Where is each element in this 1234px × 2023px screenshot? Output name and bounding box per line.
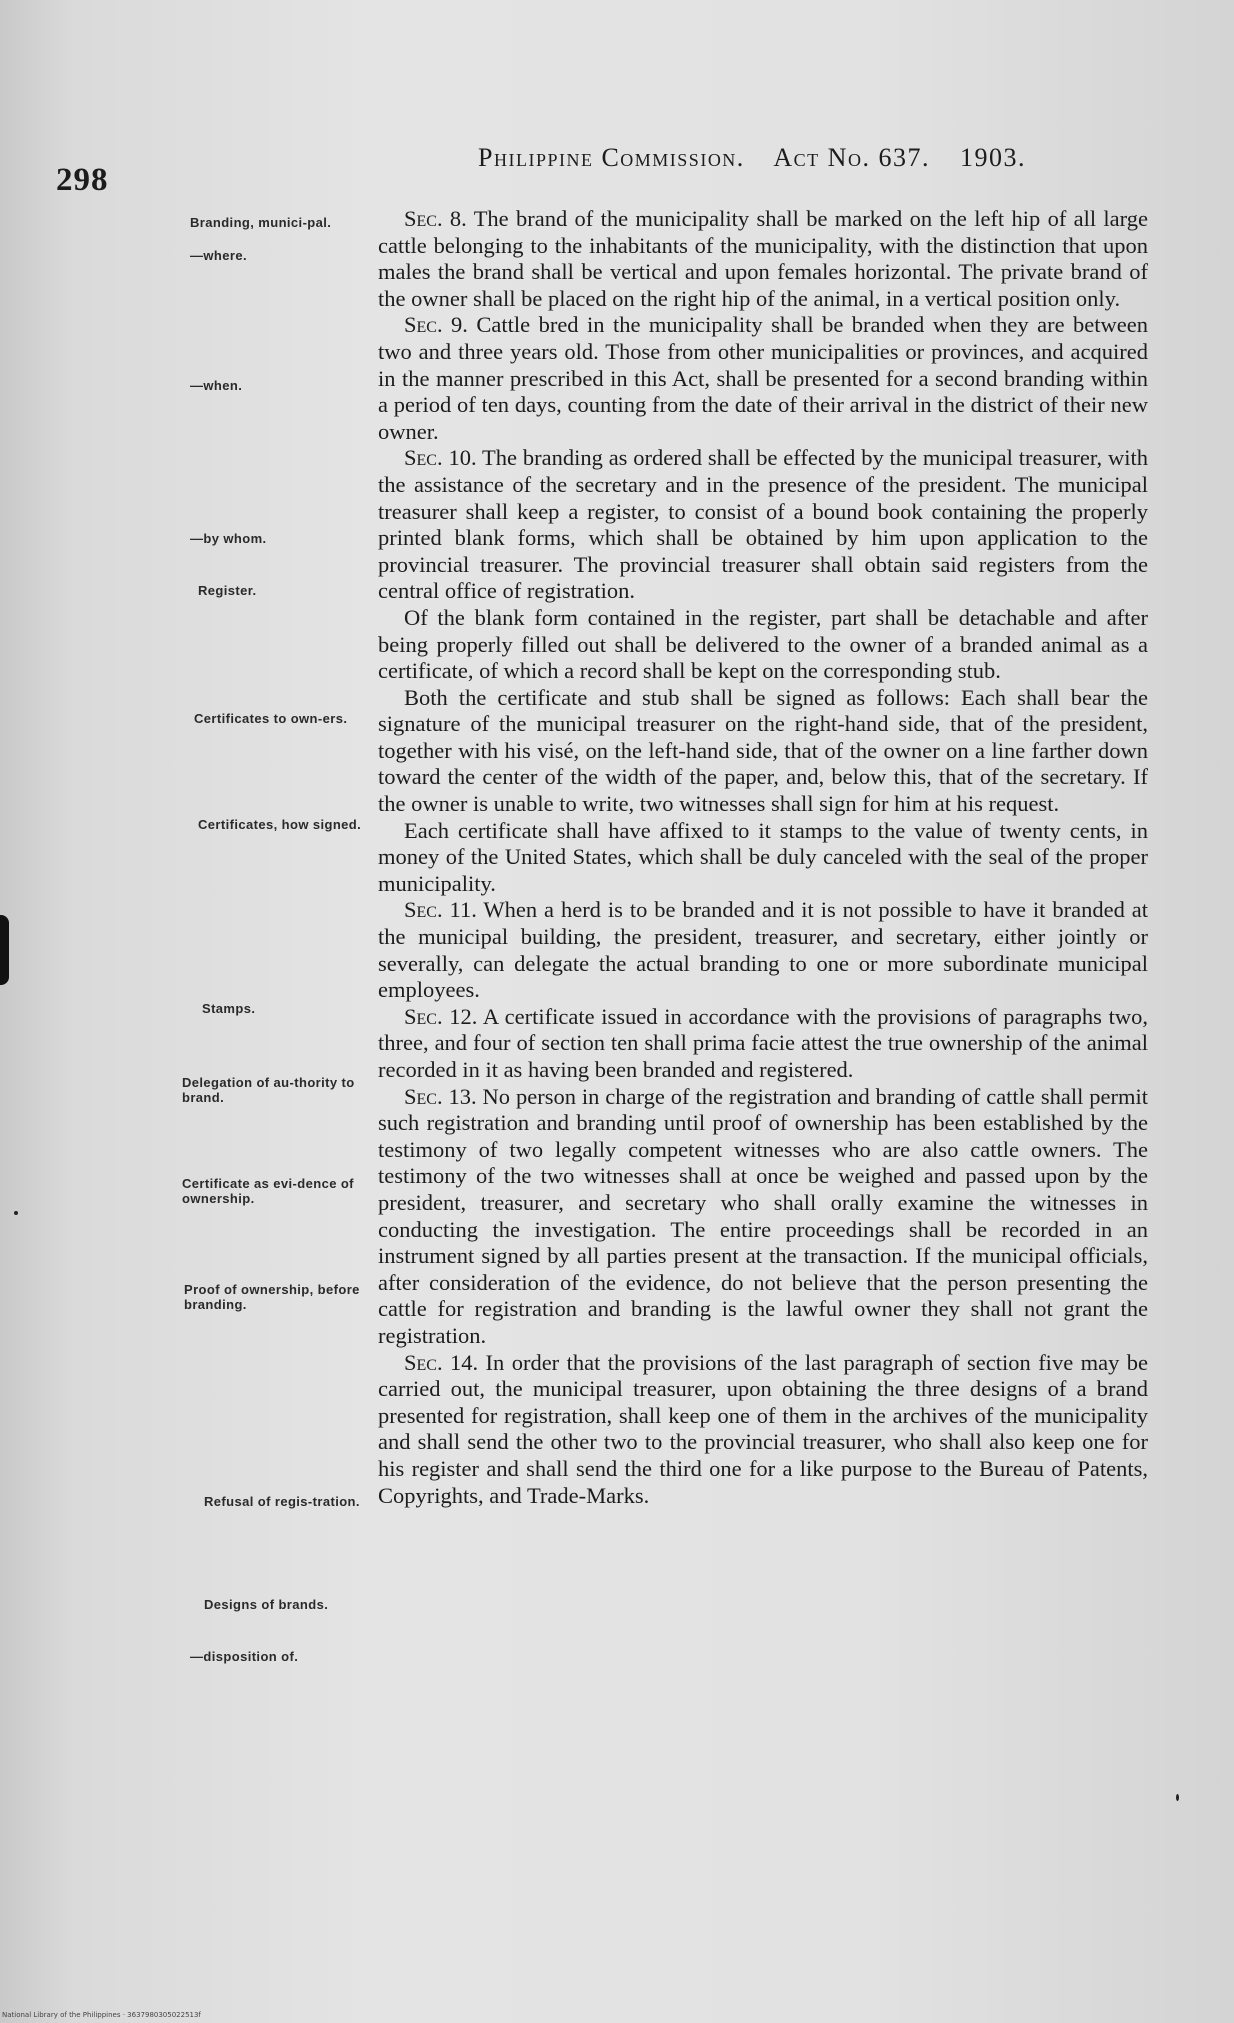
margin-note: Certificate as evi-dence of ownership. bbox=[182, 1176, 354, 1206]
margin-note: —when. bbox=[190, 378, 243, 393]
paragraph-sec-11 bbox=[378, 897, 1148, 1003]
margin-note: —disposition of. bbox=[190, 1649, 299, 1664]
margin-notes bbox=[172, 0, 382, 1800]
margin-note: Certificates to own-ers. bbox=[194, 711, 348, 726]
margin-note: Stamps. bbox=[202, 1001, 256, 1016]
margin-note: —where. bbox=[190, 248, 247, 263]
margin-note: Designs of brands. bbox=[204, 1597, 329, 1612]
page-number: 298 bbox=[56, 162, 109, 198]
paragraph-text: Both the certificate and stub shall be signed as follows: Each shall bear the signature of the municipal treasurer on the right-hand side, that of the president, together with his visé, on the left-hand side, that of the owner on a line farther down toward the center of the width of the paper, and, below this, that of the secretary. If the owner is unable to write, two witnesses shall sign for him at his request. bbox=[378, 684, 1148, 817]
section-label: Sec. 14. bbox=[404, 1349, 479, 1375]
paragraph-text: In order that the provisions of the last paragraph of section five may be carried out, the municipal treasurer, upon obtaining the three designs of a brand presented for registration, shall keep one of them in the archives of the municipality and shall send the other two to the provincial treasurer, who shall also keep one for his register and shall send the third one for a like purpose to the Bureau of Patents, Copyrights, and Trade-Marks. bbox=[378, 1349, 1148, 1508]
paragraph-sec-8 bbox=[378, 206, 1148, 312]
margin-note: —by whom. bbox=[190, 531, 267, 546]
paragraph-sec-9 bbox=[378, 312, 1148, 445]
section-label: Sec. 10. bbox=[404, 445, 477, 471]
paragraph-certificates-to-owners bbox=[378, 605, 1148, 685]
margin-note: Proof of ownership, before branding. bbox=[184, 1282, 360, 1312]
margin-note: Branding, munici-pal. bbox=[190, 215, 332, 230]
section-label: Sec. 8. bbox=[404, 206, 467, 231]
paragraph-sec-10 bbox=[378, 445, 1148, 605]
paragraph-sec-12 bbox=[378, 1004, 1148, 1084]
section-label: Sec. 11. bbox=[404, 897, 477, 923]
paragraph-text: A certificate issued in accordance with the provisions of paragraphs two, three, and four of section ten shall prima facie attest the true ownership of the animal recorded in it as having been branded and registered. bbox=[378, 1003, 1148, 1082]
paragraph-text: When a herd is to be branded and it is not possible to have it branded at the municipal building, the president, treasurer, and secretary, either jointly or severally, can delegate the actual branding to one or more subordinate municipal employees. bbox=[378, 897, 1148, 1003]
running-head bbox=[478, 143, 1048, 173]
paragraph-sec-13 bbox=[378, 1084, 1148, 1350]
paragraph-text: Each certificate shall have affixed to it stamps to the value of twenty cents, in money of the United States, which shall be duly canceled with the seal of the proper municipality. bbox=[378, 817, 1148, 896]
margin-note: Register. bbox=[198, 583, 257, 598]
paragraph-certificates-signed bbox=[378, 685, 1148, 818]
running-head-act: Act No. 637. bbox=[773, 143, 930, 172]
body-text bbox=[378, 206, 1148, 1509]
paragraph-stamps bbox=[378, 818, 1148, 898]
running-head-title: Philippine Commission. bbox=[478, 143, 745, 172]
scan-speck bbox=[14, 1211, 18, 1215]
margin-note: Certificates, how signed. bbox=[198, 817, 362, 832]
margin-note: Delegation of au-thority to brand. bbox=[182, 1075, 355, 1105]
margin-note: Refusal of regis-tration. bbox=[204, 1494, 360, 1509]
section-label: Sec. 9. bbox=[404, 312, 468, 338]
scan-edge-mark bbox=[0, 915, 9, 985]
paragraph-sec-14 bbox=[378, 1350, 1148, 1510]
paragraph-text: Cattle bred in the municipality shall be branded when they are between two and three years old. Those from other municipalities or provinces, and acquired in the manner prescribed in this Act, shall be presented for a second branding within a period of ten days, counting from the date of their arrival in the district of their new owner. bbox=[378, 312, 1148, 444]
section-label: Sec. 13. bbox=[404, 1083, 477, 1109]
paragraph-text: Of the blank form contained in the register, part shall be detachable and after being properly filled out shall be delivered to the owner of a branded animal as a certificate, of which a record shall be kept on the corresponding stub. bbox=[378, 604, 1148, 684]
paragraph-text: No person in charge of the registration and branding of cattle shall permit such registration and branding until proof of ownership has been established by the testimony of two legally competent witnesses who are also cattle owners. The testimony of the two witnesses shall at once be weighed and passed upon by the president, treasurer, and secretary who shall orally examine the witnesses in conducting the investigation. The entire proceedings shall be recorded in an instrument signed by all parties present at the transaction. If the municipal officials, after consideration of the evidence, do not believe that the person presenting the cattle for registration and branding is the lawful owner they shall not grant the registration. bbox=[378, 1083, 1148, 1348]
scan-speck bbox=[1176, 1794, 1179, 1801]
paragraph-text: The branding as ordered shall be effected by the municipal treasurer, with the assistance of the secretary and in the presence of the president. The municipal treasurer shall keep a register, to consist of a bound book containing the properly printed blank forms, which shall be obtained by him upon application to the provincial treasurer. The provincial treasurer shall obtain said registers from the central office of registration. bbox=[378, 445, 1148, 604]
running-head-year: 1903. bbox=[959, 143, 1026, 172]
scan-footer: National Library of the Philippines · 3637980305022513f bbox=[2, 2011, 201, 2019]
paragraph-text: The brand of the municipality shall be marked on the left hip of all large cattle belonging to the inhabitants of the municipality, with the distinction that upon males the brand shall be vertical and upon females horizontal. The private brand of the owner shall be placed on the right hip of the animal, in a vertical position only. bbox=[378, 206, 1148, 311]
section-label: Sec. 12. bbox=[404, 1003, 478, 1029]
